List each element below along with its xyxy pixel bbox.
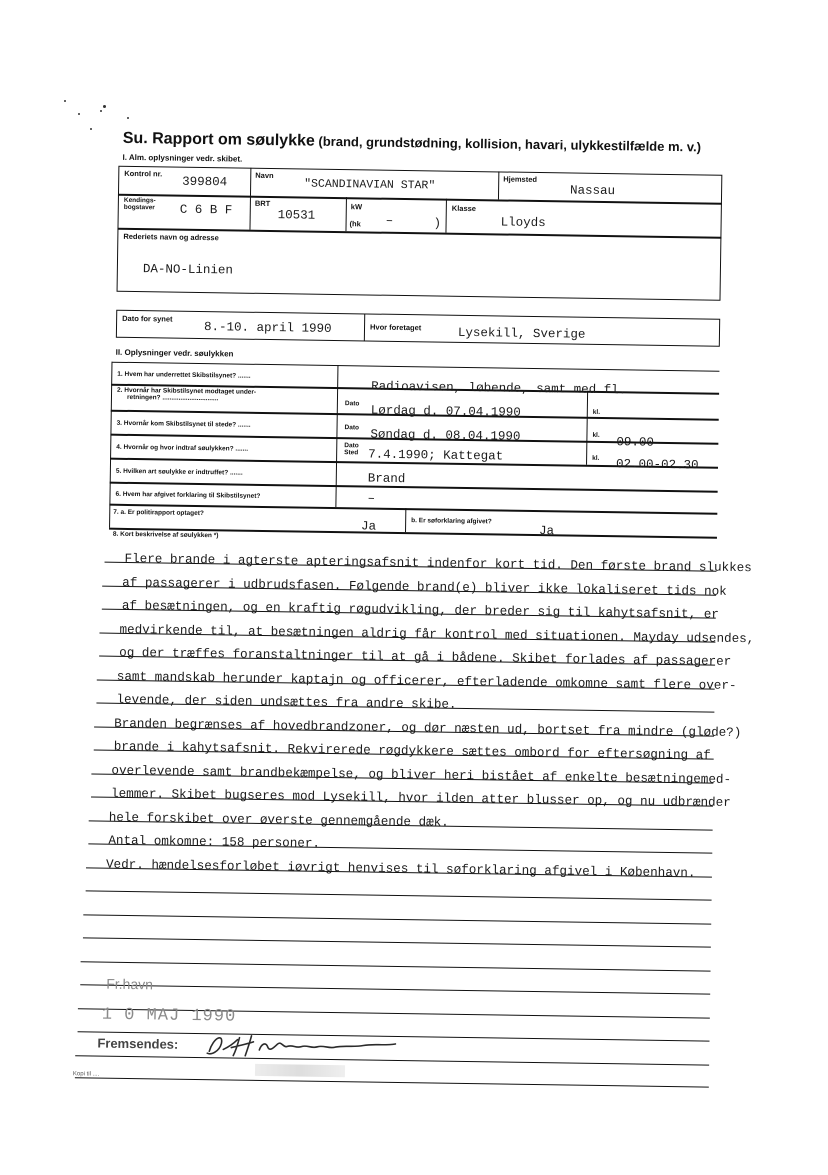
kendings-label: Kendings- bogstaver — [123, 196, 156, 212]
description-line: brande i kahytsafsnit. Rekvirerede røgdykkere sættes ombord for eftersøgning af — [113, 739, 711, 763]
q2-dato-label: Dato — [344, 400, 360, 408]
kendings-value: C 6 B F — [179, 202, 233, 218]
rederi-label: Rederiets navn og adresse — [123, 231, 219, 243]
sender-label: Fremsendes: — [97, 1035, 179, 1052]
q3-kl-value: 09.00 — [616, 435, 654, 450]
description-line: Flere brande i agterste apteringsafsnit indenfor kort tid. Den første brand slukkes — [124, 551, 752, 576]
hvor-value: Lysekill, Sverige — [457, 325, 586, 342]
q2-kl-label: kl. — [592, 408, 601, 416]
q4-label: 4. Hvornår og hvor indtraf søulykken? ....... — [116, 443, 249, 453]
form-title: Su. Rapport om søulykke (brand, grundstødning, kollision, havari, ulykkestilfælde m. v.) — [122, 129, 702, 155]
description-line: af besætningen, og en kraftig røgudvikling, der breder sig til kahytsafsnit, er — [121, 598, 719, 622]
q6-label: 6. Hvem har afgivet forklaring til Skibstilsynet? — [115, 490, 261, 500]
q7a-label: 7. a. Er politirapport optaget? — [113, 508, 204, 518]
kontrol-label: Kontrol nr. — [124, 168, 163, 179]
description-line: og der træffes foranstaltninger til at gå i bådene. Skibet forlades af passagerer — [119, 645, 732, 669]
q4-dato-label: Dato Sted — [344, 442, 359, 457]
hk-value: – — [385, 213, 394, 228]
hk-label: (hk — [349, 219, 361, 229]
brt-label: BRT — [254, 198, 271, 209]
q5-value: Brand — [367, 471, 406, 487]
q4-kl-label: kl. — [592, 454, 600, 462]
bottom-note: Kopi til .... — [72, 1071, 100, 1078]
description-line: medvirkende til, at besætningen aldrig får kontrol med situationen. Mayday udsendes, — [119, 622, 755, 647]
hjemsted-value: Nassau — [569, 183, 616, 199]
description-line: lemmer. Skibet bugseres mod Lysekill, hvor ilden atter blusser op, og nu udbrænder — [110, 786, 731, 810]
hvor-label: Hvor foretaget — [369, 322, 422, 333]
q3-value: Søndag d. 08.04.1990 — [370, 427, 521, 444]
description-line: af passagerer i udbrudsfasen. Følgende brand(e) bliver ikke lokaliseret tids nok — [122, 575, 727, 599]
q7b-value: Ja — [538, 524, 555, 539]
q3-kl-label: kl. — [592, 431, 600, 439]
q3-dato-label: Dato — [344, 424, 360, 432]
q5-label: 5. Hvilken art søulykke er indtruffet? ....... — [115, 467, 243, 477]
q4-kl-value: 02.00-02.30 — [615, 457, 699, 473]
hjemsted-label: Hjemsted — [503, 174, 538, 184]
hk-close: ) — [433, 216, 442, 231]
faint-stamp-smudge — [255, 1064, 345, 1077]
kw-label: kW — [350, 202, 363, 212]
place-stamp: Fr.havn — [106, 975, 154, 993]
description-line: overlevende samt brandbekæmpelse, og bliver heri bistået af enkelte besætningemed- — [111, 763, 732, 787]
klasse-value: Lloyds — [500, 215, 546, 231]
q4-value: 7.4.1990; Kattegat — [368, 447, 504, 464]
description-line: Vedr. hændelsesforløbet iøvrigt henvises til søforklaring afgivel i København. — [105, 857, 696, 881]
description-line: hele forskibet over øverste gennemgående dæk. — [108, 810, 449, 830]
q2-value: Lørdag d. 07.04.1990 — [370, 403, 521, 420]
q7a-value: Ja — [360, 519, 377, 534]
q8-label: 8. Kort beskrivelse af søulykken *) — [112, 530, 219, 540]
signature-mark — [203, 1029, 403, 1066]
q3-label: 3. Hvornår kom Skibstilsynet til stede? ....... — [116, 419, 251, 429]
section-1-heading: I. Alm. oplysninger vedr. skibet. — [122, 152, 243, 164]
description-line: samt mandskab herunder kaptajn og officerer, efterladende omkomne samt flere over- — [116, 669, 737, 694]
klasse-label: Klasse — [451, 203, 477, 214]
description-line: Antal omkomne: 158 personer. — [108, 833, 321, 851]
brt-value: 10531 — [277, 208, 316, 223]
description-line: levende, der siden undsættes fra andre skibe. — [116, 692, 457, 712]
q1-label: 1. Hvem har underrettet Skibstilsynet? ....... — [117, 370, 251, 380]
q1-value: Radioavisen, løbende, samt med fl. — [371, 379, 627, 398]
dato-synet-label: Dato for synet — [122, 313, 173, 324]
signature — [203, 1029, 403, 1066]
navn-label: Navn — [255, 170, 274, 181]
navn-value: "SCANDINAVIAN STAR" — [304, 177, 436, 193]
q6-value: – — [367, 491, 376, 506]
rederi-value: DA-NO-Linien — [142, 262, 233, 278]
q2-label: 2. Hvornår har Skibstilsynet modtaget under- retningen? ............................... — [117, 386, 257, 403]
ruled-lines — [9, 0, 828, 6]
section-2-heading: II. Oplysninger vedr. søulykken — [115, 347, 234, 359]
date-stamp: 1 0 MAJ 1990 — [101, 1005, 237, 1027]
description-line: Branden begrænses af hovedbrandzoner, og dør næsten ud, bortset fra mindre (gløde?) — [114, 716, 742, 741]
dato-synet-value: 8.-10. april 1990 — [203, 320, 332, 336]
q7b-label: b. Er søforklaring afgivet? — [411, 517, 492, 526]
kontrol-value: 399804 — [182, 174, 228, 190]
